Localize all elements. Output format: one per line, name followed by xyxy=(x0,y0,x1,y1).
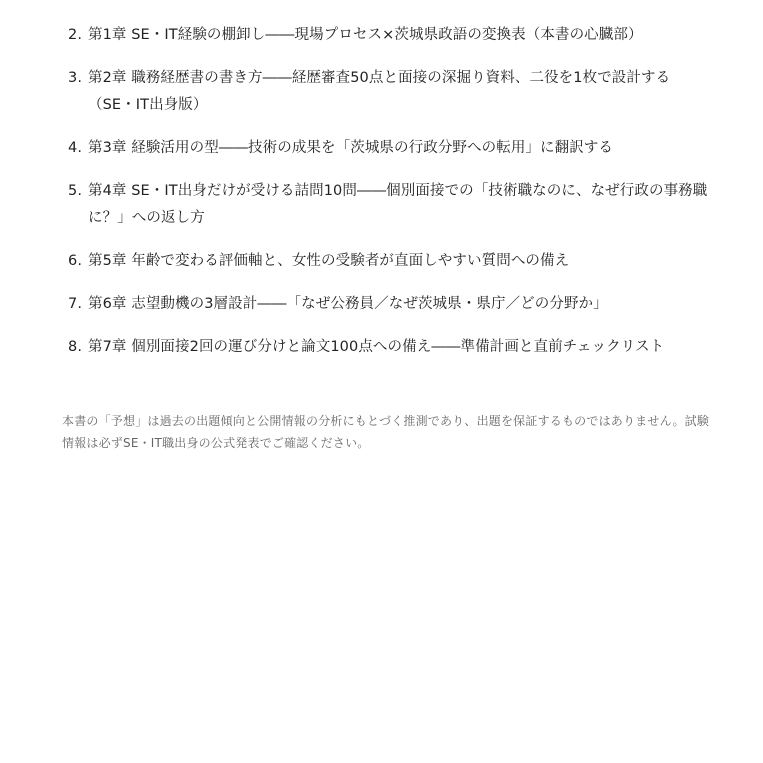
toc-item-number: 5. xyxy=(68,183,83,199)
toc-item-text: 第4章 SE・IT出身だけが受ける詰問10問――個別面接での「技術職なのに、なぜ行政の事務職に？」への返し方 xyxy=(88,183,708,226)
toc-item-text: 第3章 経験活用の型――技術の成果を「茨城県の行政分野への転用」に翻訳する xyxy=(88,140,614,156)
table-of-contents xyxy=(0,0,763,377)
toc-item-text: 第7章 個別面接2回の運び分けと論文100点への備え――準備計画と直前チェックリスト xyxy=(88,339,665,355)
toc-item-7 xyxy=(0,291,763,318)
toc-item-number: 7. xyxy=(68,296,83,312)
toc-item-8 xyxy=(0,334,763,361)
toc-item-5 xyxy=(0,178,763,232)
toc-item-3 xyxy=(0,65,763,119)
toc-item-number: 3. xyxy=(68,70,83,86)
toc-item-text: 第2章 職務経歴書の書き方――経歴審査50点と面接の深掘り資料、二役を1枚で設計する（SE・IT出身版） xyxy=(88,70,671,113)
toc-item-text: 第6章 志望動機の3層設計――「なぜ公務員／なぜ茨城県・県庁／どの分野か」 xyxy=(88,296,608,312)
toc-item-number: 2. xyxy=(68,27,83,43)
toc-item-text xyxy=(88,0,715,6)
toc-item-text: 第1章 SE・IT経験の棚卸し――現場プロセス×茨城県政語の変換表（本書の心臓部） xyxy=(88,27,643,43)
toc-item-number: 4. xyxy=(68,140,83,156)
toc-item-1 xyxy=(0,0,763,6)
toc-item-6 xyxy=(0,248,763,275)
toc-item-number: 6. xyxy=(68,253,83,269)
toc-item-text: 第5章 年齢で変わる評価軸と、女性の受験者が直面しやすい質問への備え xyxy=(88,253,570,269)
toc-item-number xyxy=(68,0,82,6)
toc-item-2 xyxy=(0,22,763,49)
toc-item-number: 8. xyxy=(68,339,83,355)
disclaimer-note: 本書の「予想」は過去の出題傾向と公開情報の分析にもとづく推測であり、出題を保証するものではありません。試験情報は必ずSE・IT職出身の公式発表でご確認ください。 xyxy=(62,414,710,450)
toc-item-4 xyxy=(0,135,763,162)
